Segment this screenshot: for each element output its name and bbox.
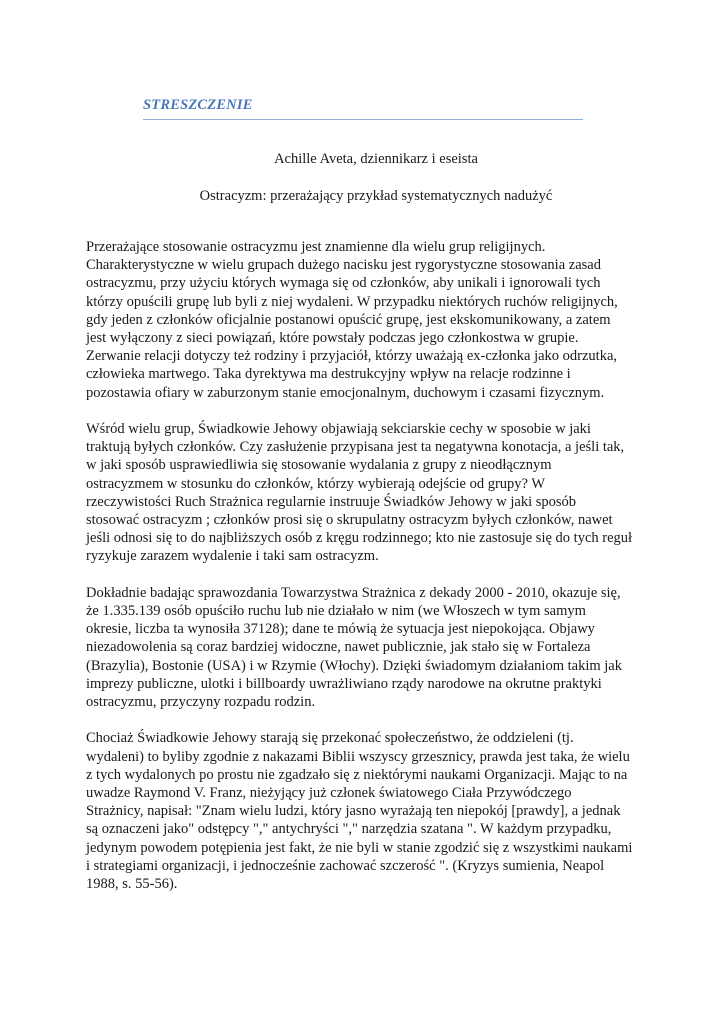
text-line: wydaleni) to byliby zgodnie z nakazami Biblii wszyscy grzesznicy, prawda jest taka, że wielu [86, 748, 630, 765]
text-line: z tych wydalonych po prostu nie zgadzało się z niektórymi naukami Organizacji. Mając to na [86, 766, 628, 783]
text-line: niezadowolenia są coraz bardziej widoczne, nawet publicznie, jak stało się w Fortaleza [86, 639, 591, 656]
text-line: ryzykuje zarazem wydalenie i taki sam ostracyzm. [86, 548, 379, 565]
text-line: (Brazylia), Bostonie (USA) i w Rzymie (Włochy). Dzięki świadomym działaniom takim jak [86, 657, 622, 674]
paragraph-2 [86, 420, 646, 566]
text-line: jedynym powodem potępienia jest fakt, że nie byli w stanie zgodzić się z wszystkimi naukami [86, 839, 633, 856]
text-line: stosować ostracyzm ; członków prosi się o skrupulatny ostracyzm byłych członków, nawet [86, 512, 613, 529]
text-line: 1988, s. 55-56). [86, 876, 178, 893]
paragraph-4 [86, 729, 646, 893]
text-line: że 1.335.139 osób opuściło ruchu lub nie działało w nim (we Włoszech w tym samym [86, 603, 586, 620]
text-line: Chociaż Świadkowie Jehowy starają się przekonać społeczeństwo, że oddzieleni (tj. [86, 730, 574, 747]
text-line: Wśród wielu grup, Świadkowie Jehowy objawiają sekciarskie cechy w sposobie w jaki [86, 421, 591, 438]
text-line: Dokładnie badając sprawozdania Towarzystwa Strażnica z dekady 2000 - 2010, okazuje się, [86, 584, 621, 601]
text-line: ostracyzmem w stosunku do członków, którzy wybierają odejście od grupy? W [86, 475, 546, 492]
heading-divider [143, 119, 583, 120]
text-line: ostracyzmu, przyczyny rozpadu rodzin. [86, 694, 316, 711]
text-line: ostracyzmu, przy użyciu których wymaga się od członków, aby unikali i ignorowali tych [86, 275, 601, 292]
text-line: i strategiami organizacji, i jednocześnie zachować szczerość ". (Kryzys sumienia, Neapol [86, 857, 605, 874]
text-line: człowieka martwego. Taka dyrektywa ma destrukcyjny wpływ na relacje rodzinne i [86, 366, 571, 383]
text-line: rzeczywistości Ruch Strażnica regularnie instruuje Świadków Jehowy w jaki sposób [86, 493, 577, 510]
text-line: są oznaczeni jako" odstępcy "," antychryści "," narzędzia szatana ". W każdym przypadku, [86, 821, 612, 838]
text-line: traktują byłych członków. Czy zasłużenie przypisana jest ta negatywna konotacja, a jeśli tak, [86, 439, 625, 456]
text-line: uwadze Raymond V. Franz, nieżyjący już członek światowego Ciała Przywódczego [86, 785, 572, 802]
text-line: imprezy publiczne, ulotki i billboardy uwrażliwiano rządy narodowe na okrutne praktyki [86, 675, 602, 692]
paragraph-3 [86, 584, 646, 711]
text-line: Strażnicy, napisał: "Znam wielu ludzi, który jasno wyrażają ten niepokój [prawdy], a jednak [86, 803, 621, 820]
section-heading: STRESZCZENIE [143, 97, 253, 113]
paragraph-1 [86, 238, 646, 402]
author-line: Achille Aveta, dziennikarz i eseista [274, 151, 478, 167]
text-line: Zerwanie relacji dotyczy też rodziny i przyjaciół, którzy uważają ex-członka jako odrzutka, [86, 348, 618, 365]
text-line: w jaki sposób usprawiedliwia się stosowanie wydalania z grupy z nieodłącznym [86, 457, 552, 474]
text-line: gdy jeden z członków oficjalnie postanowi opuścić grupę, jest ekskomunikowany, a zatem [86, 311, 611, 328]
article-title: Ostracyzm: przerażający przykład systematycznych nadużyć [199, 188, 553, 204]
article-body [86, 238, 646, 911]
text-line: okresie, liczba ta wynosiła 37128); dane te mówią że sytuacja jest niepokojąca. Objawy [86, 621, 595, 638]
text-line: Charakterystyczne w wielu grupach dużego nacisku jest rygorystyczne stosowania zasad [86, 257, 601, 274]
text-line: Przerażające stosowanie ostracyzmu jest znamienne dla wielu grup religijnych. [86, 239, 546, 255]
text-line: jeśli odnosi się to do najbliższych osób z kręgu rodzinnego; kto nie zastosuje się do tych reguł [86, 530, 633, 547]
text-line: pozostawia ofiary w zaburzonym stanie emocjonalnym, duchowym i czasami fizycznym. [86, 384, 605, 401]
text-line: jest wyłączony z sieci powiązań, które powstały podczas jego członkostwa w grupie. [86, 330, 579, 347]
text-line: którzy opuścili grupę lub byli z niej wydaleni. W przypadku niektórych ruchów religijnych, [86, 293, 618, 310]
